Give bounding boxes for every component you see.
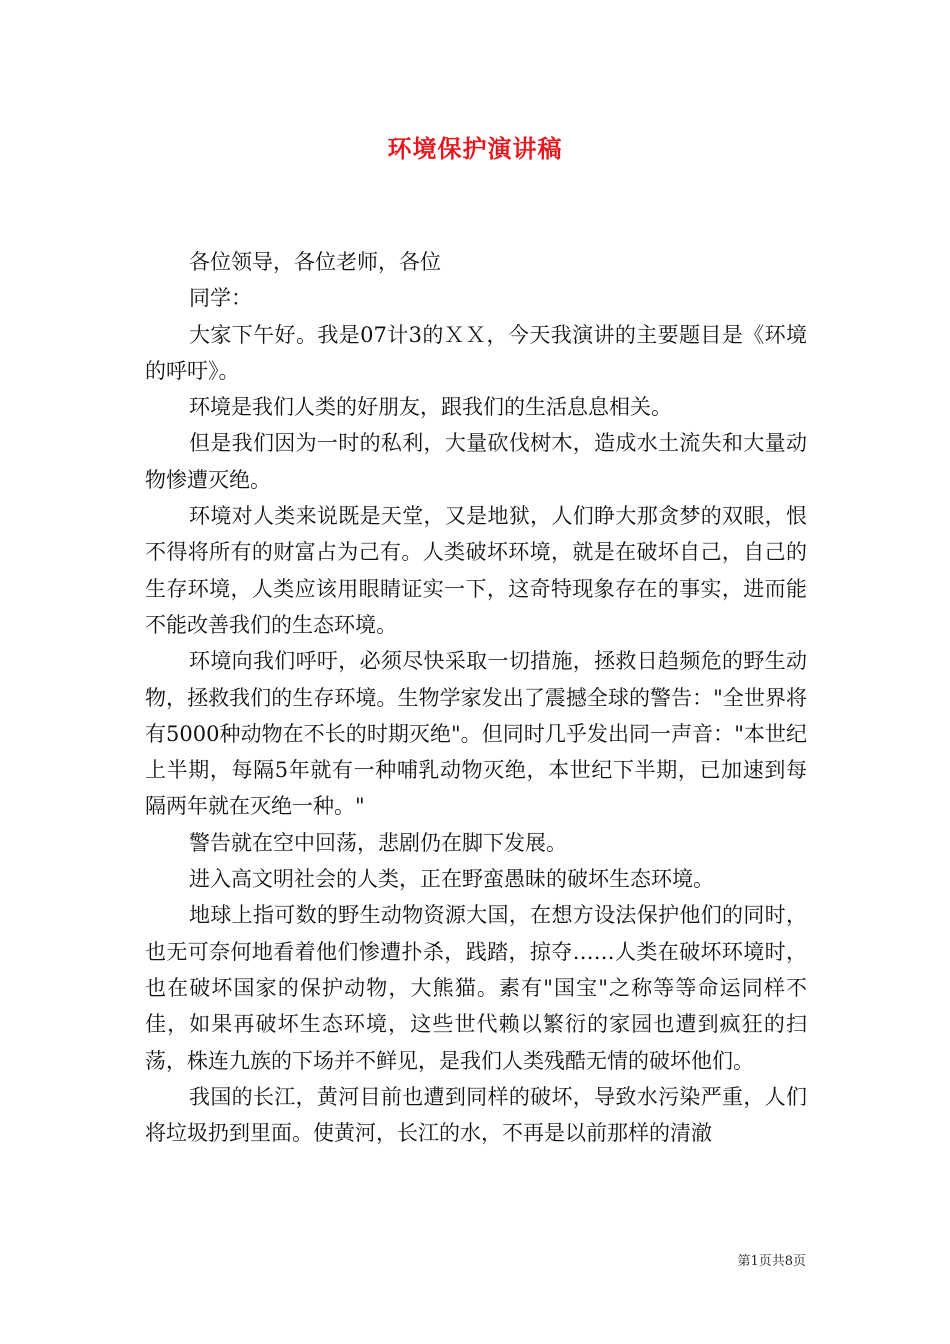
paragraph-selfish: 但是我们因为一时的私利，大量砍伐树木，造成水土流失和大量动物惨遭灭绝。: [145, 431, 807, 492]
paragraph-civilization: 进入高文明社会的人类，正在野蛮愚昧的破坏生态环境。: [189, 867, 714, 892]
paragraph-heaven-hell: 环境对人类来说既是天堂，又是地狱，人们睁大那贪梦的双眼，恨不得将所有的财富占为己有。人类破坏环境，就是在破坏自己，自己的生存环境，人类应该用眼睛证实一下，这奇特现象存在的事实，进而能不能改善我们的生态环境。: [145, 504, 807, 637]
paragraph-call: 环境向我们呼吁，必须尽快采取一切措施，拯救日趋频危的野生动物，拯救我们的生存环境。生物学家发出了震撼全球的警告："全世界将有5000种动物在不长的时期灭绝"。但同时几乎发出同一声音："本世纪上半期，每隔5年就有一种哺乳动物灭绝，本世纪下半期，已加速到每隔两年就在灭绝一种。": [145, 649, 807, 819]
paragraph-warning: 警告就在空中回荡，悲剧仍在脚下发展。: [189, 830, 567, 855]
page-title: 环境保护演讲稿: [387, 134, 563, 163]
paragraph-wildlife: 地球上指可数的野生动物资源大国，在想方设法保护他们的同时，也无可奈何地看着他们惨遭扑杀，践踏，掠夺……人类在破坏环境时，也在破坏国家的保护动物，大熊猫。素有"国宝"之称等等命运同样不佳，如果再破坏生态环境，这些世代赖以繁衍的家园也遭到疯狂的扫荡，株连九族的下场并不鲜见，是我们人类残酷无情的破坏他们。: [145, 903, 807, 1073]
page-number: 第1页共8页: [737, 1254, 806, 1269]
paragraph-friend: 环境是我们人类的好朋友，跟我们的生活息息相关。: [189, 395, 672, 420]
paragraph-greeting-1: 各位领导，各位老师，各位: [189, 250, 441, 274]
document-body: [145, 244, 807, 1151]
paragraph-intro: 大家下午好。我是07计3的ＸＸ，今天我演讲的主要题目是《环境的呼吁》。: [145, 322, 807, 383]
paragraph-rivers: 我国的长江，黄河目前也遭到同样的破坏，导致水污染严重，人们将垃圾扔到里面。使黄河，长江的水，不再是以前那样的清澈: [145, 1084, 807, 1146]
paragraph-greeting-2: 同学：: [189, 286, 252, 311]
